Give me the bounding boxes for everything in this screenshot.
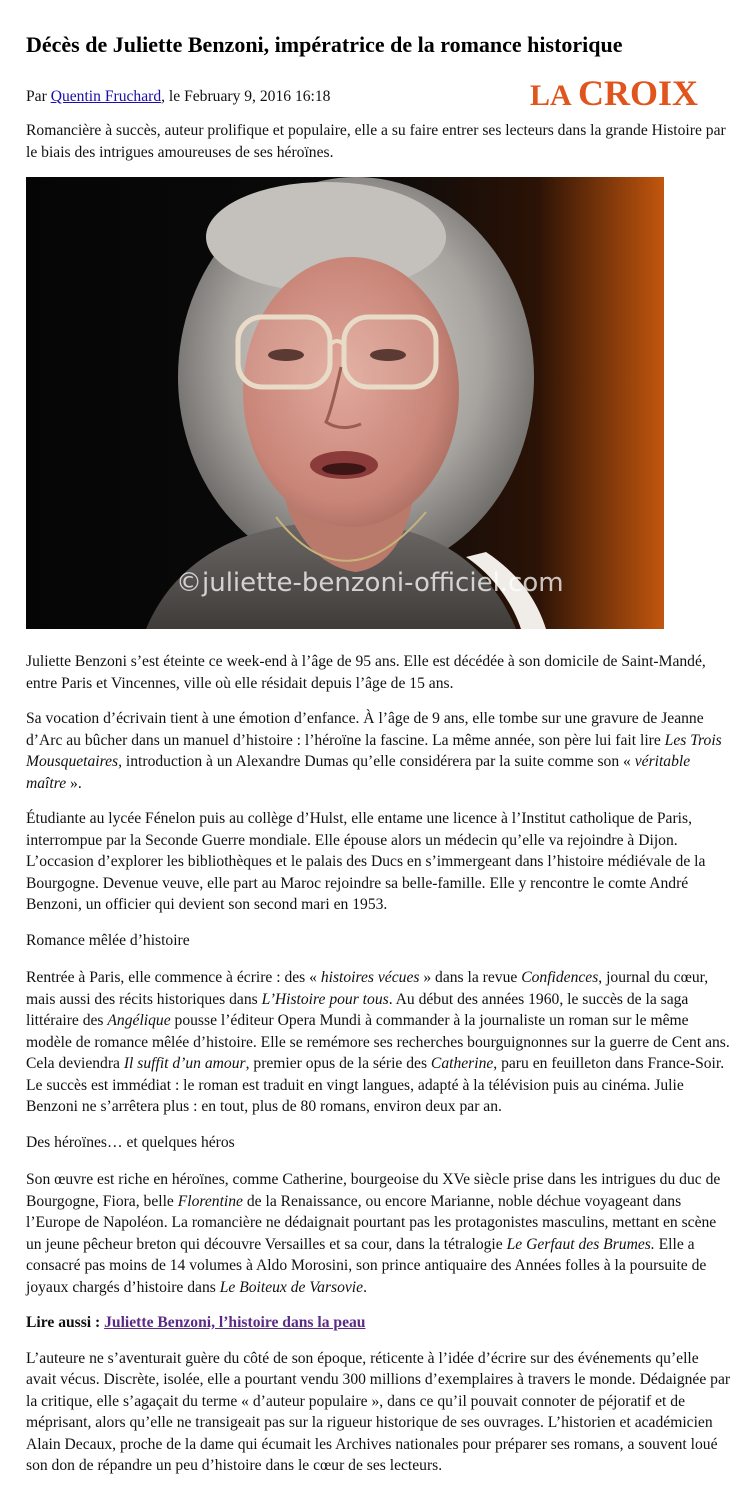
la-croix-logo [528, 74, 708, 112]
p4-text-i: pousse l’éditeur Opera Mundi à commander à la journaliste un roman sur le même modèle de romance mêlée d’histoire. Elle se remémore ses recherches bourguignonnes sur la guerre de Cent ans. Cela deviendra [26, 1012, 730, 1072]
p5-text-a: Son œuvre est riche en héroïnes, comme Catherine, bourgeoise du XVe siècle prise dans les intrigues du duc de Bourgogne, Fiora, belle [26, 1171, 721, 1210]
p5-text-c: de la Renaissance, ou encore Marianne, noble déchue voyageant dans l’Europe de Napoléon. La romancière ne dédaignait pourtant pas les protagonistes masculins, mettant en scène un jeune pêcheur breton qui découvre Versailles et sa cour, dans la tétralogie [26, 1192, 717, 1253]
p2-text-c: introduction à un Alexandre Dumas qu’elle considérera par la suite comme son « [122, 753, 635, 770]
p4-il-suffit: Il suffit d’un amour [123, 1055, 246, 1072]
portrait-photo [26, 177, 664, 629]
paragraph-3: Étudiante au lycée Fénelon puis au collège d’Hulst, elle entame une licence à l’Institut catholique de Paris, interrompue par la Seconde Guerre mondiale. Elle épouse alors un médecin qu’elle va rejoindre à Dijon. L’occasion d’explorer les bibliothèques et le palais des Ducs en s’immergeant dans l’histoire médiévale de la Bourgogne. Devenue veuve, elle part au Maroc rejoindre sa belle-famille. Elle y rencontre le comte André Benzoni, un officier qui devient son second mari en 1953. [26, 810, 706, 913]
p4-histoires-vecues: histoires vécues [320, 969, 420, 986]
lead-paragraph: Romancière à succès, auteur prolifique et populaire, elle a su faire entrer ses lecteurs dans la grande Histoire par le biais des intrigues amoureuses de ses héroïnes. [26, 122, 726, 161]
p4-angelique: Angélique [107, 1012, 171, 1029]
logo-la: LA [530, 79, 572, 112]
paragraph-6: L’auteure ne s’aventurait guère du côté de son époque, réticente à l’idée d’écrire sur des événements qu’elle avait vécus. Discrète, isolée, elle a pourtant vendu 300 millions d’exemplaires à travers le monde. Dédaignée par la critique, elle s’agaçait du terme « d’auteur populaire », dans ce qu’il pouvait connoter de péjoratif et de méprisant, alors qu’elle ne transigeait pas sur la rigueur historique de ses ouvrages. L’historien et académicien Alain Decaux, proche de la dame qui écumait les Archives nationales pour préparer ses romans, a souvent loué son don de répandre un peu d’histoire dans le cœur de ses lecteurs. [26, 1349, 731, 1474]
paragraph-2 [26, 708, 731, 794]
read-also-label: Lire aussi : [26, 1314, 105, 1331]
subheading-romance: Romance mêlée d’histoire [26, 931, 190, 949]
p5-text-e: Elle a consacré pas moins de 14 volumes à Aldo Morosini, son prince antiquaire des Années folles à la poursuite de joyaux chargés d’histoire dans [26, 1235, 707, 1296]
p4-catherine: Catherine [430, 1055, 494, 1072]
p4-text-k: , premier opus de la série des [245, 1055, 431, 1072]
read-also [26, 1312, 731, 1334]
p5-text-g: . [363, 1278, 367, 1296]
paragraph-5 [26, 1169, 731, 1298]
logo-croix: CROIX [578, 74, 699, 112]
author-link[interactable]: Quentin Fruchard [50, 88, 162, 105]
article-title: Décès de Juliette Benzoni, impératrice de la romance historique [26, 32, 623, 57]
p5-gerfaut: Le Gerfaut des Brumes. [506, 1235, 655, 1253]
p4-text-e: , journal du cœur, mais aussi des récits historiques dans [26, 969, 709, 1008]
portrait-image [26, 177, 664, 629]
p5-boiteux: Le Boiteux de Varsovie [219, 1278, 364, 1296]
p5-florentine: Florentine [177, 1192, 243, 1210]
p4-histoire-pour-tous: L’Histoire pour tous [261, 990, 389, 1008]
byline-date: , le February 9, 2016 16:18 [161, 88, 331, 105]
photo-watermark: ©juliette-benzoni-officiel.com [176, 568, 564, 598]
read-also-link[interactable]: Juliette Benzoni, l’histoire dans la peau [104, 1314, 366, 1331]
article-body [26, 651, 731, 1491]
p4-text-g: . Au début des années 1960, le succès de la saga littéraire des [26, 990, 689, 1029]
paragraph-1: Juliette Benzoni s’est éteinte ce week-end à l’âge de 95 ans. Elle est décédée à son domicile de Saint-Mandé, entre Paris et Vincennes, ville où elle résidait depuis l’âge de 15 ans. [26, 653, 706, 692]
p4-text-c: » dans la revue [419, 969, 522, 986]
p2-quote-maitre: véritable maître [26, 753, 691, 792]
byline-prefix: Par [26, 88, 51, 105]
paragraph-4 [26, 967, 731, 1118]
p4-text-m: , paru en feuilleton dans France-Soir. Le succès est immédiat : le roman est traduit en vingt langues, adapté à la télévision puis au cinéma. Julie Benzoni ne s’arrêtera plus : en tout, plus de 80 romans, environ deux par an. [26, 1055, 725, 1115]
subheading-heroines: Des héroïnes… et quelques héros [26, 1133, 235, 1151]
p2-text-a: Sa vocation d’écrivain tient à une émotion d’enfance. À l’âge de 9 ans, elle tombe sur une gravure de Jeanne d’Arc au bûcher dans un manuel d’histoire : l’héroïne la fascine. La même année, son père lui fait lire [26, 710, 704, 749]
p2-title-mousquetaires: Les Trois Mousquetaires, [26, 731, 722, 770]
p2-text-e: ». [66, 774, 82, 792]
p4-text-a: Rentrée à Paris, elle commence à écrire : des « [26, 969, 321, 986]
p4-confidences: Confidences [521, 969, 599, 986]
byline [26, 86, 330, 108]
